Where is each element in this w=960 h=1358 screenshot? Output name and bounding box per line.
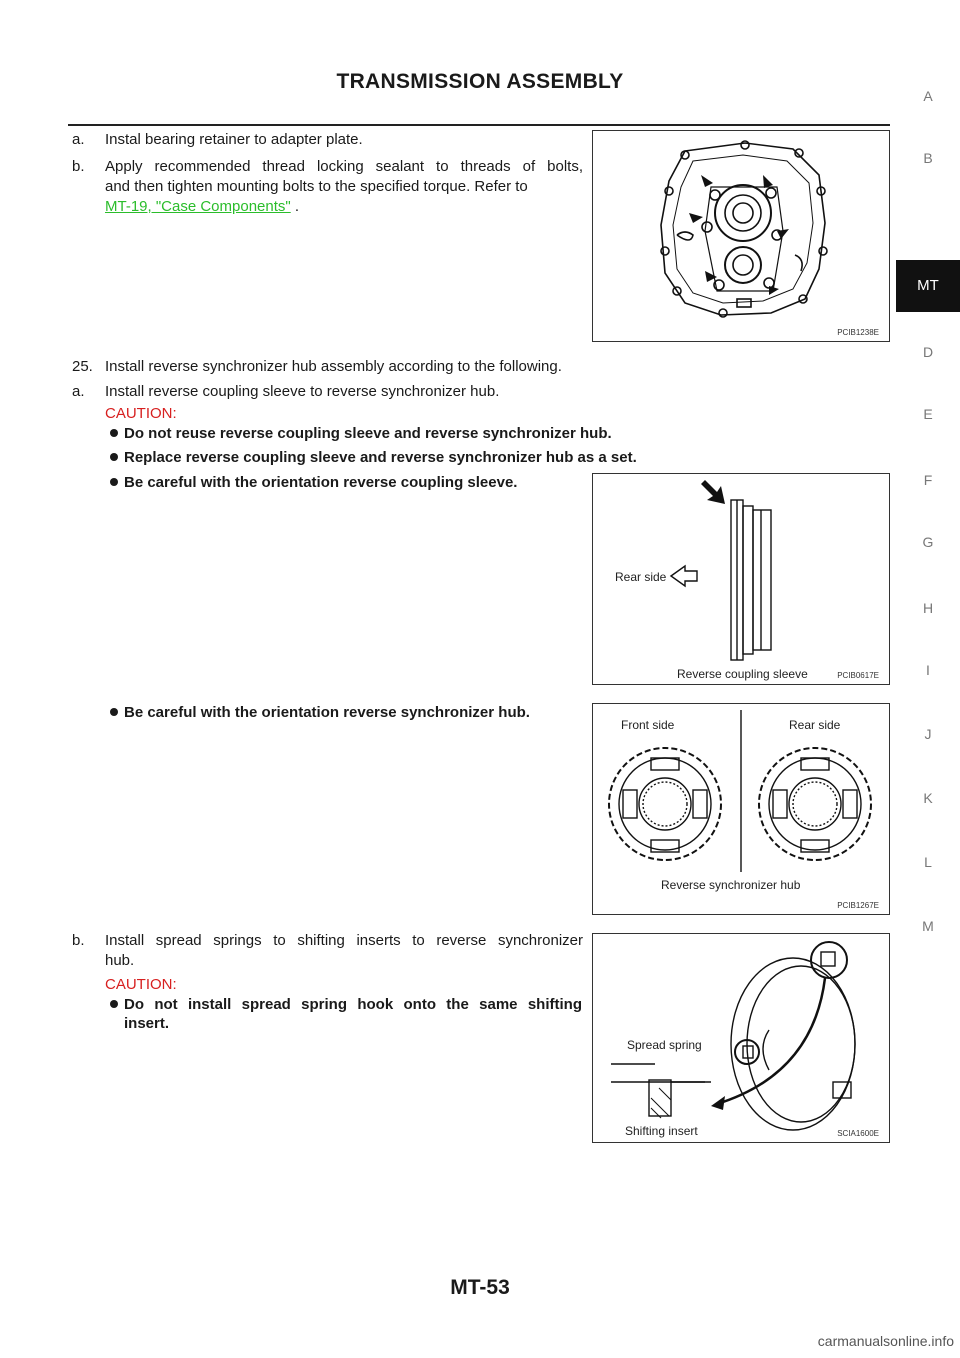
figure-synchronizer-hub (592, 703, 890, 915)
section-index-a[interactable]: A (923, 88, 933, 104)
step-b1-ref (105, 197, 299, 216)
step-a2-label: a. (72, 383, 85, 400)
case-components-link[interactable]: MT-19, "Case Components" (105, 198, 291, 215)
section-index-mt[interactable]: MT (896, 260, 960, 312)
step-b1-line1: Apply recommended thread locking sealant to threads of bolts, (105, 158, 583, 175)
label-rear-side-sleeve: Rear side (615, 570, 667, 584)
caution-heading-2: CAUTION: (105, 976, 177, 993)
section-index-b[interactable]: B (923, 150, 933, 166)
caution-heading-1: CAUTION: (105, 405, 177, 422)
section-index-k[interactable]: K (923, 790, 933, 806)
label-shifting-insert: Shifting insert (625, 1124, 698, 1138)
page-number: MT-53 (450, 1276, 510, 1299)
bullet-dot (110, 478, 118, 486)
title-rule (68, 124, 890, 126)
label-rear-side-hub: Rear side (789, 718, 841, 732)
figure-code-1: PCIB1238E (837, 328, 879, 337)
step-b2-label: b. (72, 932, 85, 949)
bullet-no-reuse (124, 424, 612, 443)
label-reverse-synchronizer-hub: Reverse synchronizer hub (661, 878, 801, 892)
step-b2-line1: Install spread springs to shifting inserts to reverse synchronizer (105, 932, 583, 949)
section-index-f[interactable]: F (923, 472, 933, 488)
figure-adapter-plate (592, 130, 890, 342)
bullet-spread-spring-line2: insert. (124, 1015, 170, 1032)
bullet-replace-set-text: Replace reverse coupling sleeve and reverse synchronizer hub as a set. (124, 449, 637, 466)
bullet-spread-spring (124, 995, 582, 1033)
watermark[interactable]: carmanualsonline.info (817, 1333, 954, 1349)
page-title: TRANSMISSION ASSEMBLY (336, 70, 624, 93)
figure-code-3: PCIB1267E (837, 901, 879, 910)
step-25-label: 25. (72, 358, 93, 375)
label-spread-spring: Spread spring (627, 1038, 702, 1052)
figure-code-4: SCIA1600E (837, 1129, 879, 1138)
bullet-no-reuse-text: Do not reuse reverse coupling sleeve and reverse synchronizer hub. (124, 425, 612, 442)
section-index-d[interactable]: D (922, 344, 934, 360)
section-index-e[interactable]: E (923, 406, 933, 422)
step-b1-label: b. (72, 158, 85, 175)
section-index-i[interactable]: I (926, 662, 930, 678)
section-index-m[interactable]: M (922, 918, 934, 934)
bullet-sleeve-orientation-text: Be careful with the orientation reverse coupling sleeve. (124, 474, 518, 491)
label-reverse-coupling-sleeve: Reverse coupling sleeve (677, 667, 808, 681)
figure-spread-spring (592, 933, 890, 1143)
bullet-dot (110, 453, 118, 461)
figure-coupling-sleeve (592, 473, 890, 685)
step-a1-label: a. (72, 131, 85, 148)
step-b1-after-link: . (290, 198, 300, 215)
bullet-hub-orientation-text: Be careful with the orientation reverse synchronizer hub. (124, 704, 530, 721)
step-25-text: Install reverse synchronizer hub assembly according to the following. (105, 358, 562, 375)
bullet-hub-orientation (124, 703, 530, 722)
label-front-side: Front side (621, 718, 675, 732)
step-b1-line2: and then tighten mounting bolts to the specified torque. Refer to (105, 178, 528, 195)
bullet-dot (110, 1000, 118, 1008)
step-a2-text: Install reverse coupling sleeve to reverse synchronizer hub. (105, 383, 500, 400)
bullet-dot (110, 429, 118, 437)
bullet-sleeve-orientation (124, 473, 517, 492)
bullet-dot (110, 708, 118, 716)
bullet-spread-spring-line1: Do not install spread spring hook onto the same shifting (124, 996, 582, 1013)
section-index-j[interactable]: J (924, 726, 932, 742)
bullet-replace-set (124, 448, 637, 467)
figure-code-2: PCIB0617E (837, 671, 879, 680)
section-index-g[interactable]: G (922, 534, 934, 550)
step-a1-text: Instal bearing retainer to adapter plate. (105, 131, 363, 148)
adapter-plate-drawing (593, 131, 889, 341)
section-index-l[interactable]: L (924, 854, 932, 870)
step-b2-line2: hub. (105, 952, 135, 969)
section-index-h[interactable]: H (922, 600, 934, 616)
